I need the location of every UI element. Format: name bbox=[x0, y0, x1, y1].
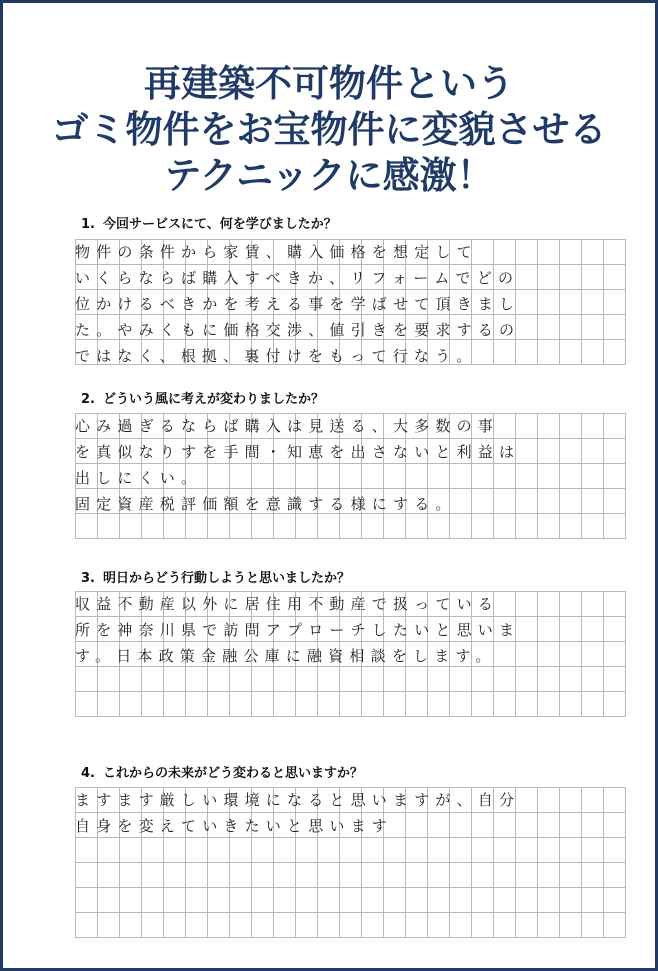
grid-cell bbox=[98, 863, 120, 888]
grid-cell bbox=[450, 692, 472, 717]
grid-cell bbox=[538, 863, 560, 888]
grid-cell bbox=[120, 888, 142, 913]
grid-cell bbox=[472, 913, 494, 938]
grid-cell bbox=[516, 888, 538, 913]
grid-cell bbox=[362, 667, 384, 692]
grid-cell bbox=[582, 888, 604, 913]
question-1 bbox=[81, 213, 337, 232]
grid-cell bbox=[318, 667, 340, 692]
grid-cell bbox=[362, 863, 384, 888]
grid-cell bbox=[494, 692, 516, 717]
grid-cell bbox=[164, 692, 186, 717]
grid-cell bbox=[230, 514, 252, 539]
grid-cell bbox=[450, 888, 472, 913]
grid-cell bbox=[164, 913, 186, 938]
grid-cell bbox=[142, 514, 164, 539]
grid-cell bbox=[252, 913, 274, 938]
grid-cell bbox=[186, 913, 208, 938]
grid-cell bbox=[428, 888, 450, 913]
grid-cell bbox=[76, 692, 98, 717]
question-text: 明日からどう行動しようと思いましたか？ bbox=[103, 571, 351, 586]
grid-cell bbox=[604, 439, 626, 464]
grid-cell bbox=[230, 913, 252, 938]
grid-cell bbox=[164, 514, 186, 539]
grid-cell bbox=[340, 667, 362, 692]
answer-line: ますます厳しい環境になると思いますが、自分 bbox=[75, 791, 521, 809]
grid-cell bbox=[142, 888, 164, 913]
grid-cell bbox=[186, 888, 208, 913]
grid-cell bbox=[384, 514, 406, 539]
grid-cell bbox=[164, 863, 186, 888]
grid-cell bbox=[604, 290, 626, 315]
grid-cell bbox=[406, 913, 428, 938]
grid-cell bbox=[516, 913, 538, 938]
answer-line: 心み過ぎるならば購入は見送る、大多数の事 bbox=[75, 417, 500, 435]
question-number: 3. bbox=[81, 571, 95, 586]
grid-cell bbox=[76, 863, 98, 888]
grid-cell bbox=[98, 913, 120, 938]
grid-cell bbox=[120, 913, 142, 938]
grid-cell bbox=[98, 667, 120, 692]
grid-cell bbox=[208, 692, 230, 717]
question-2 bbox=[81, 388, 324, 407]
grid-cell bbox=[604, 838, 626, 863]
grid-cell bbox=[582, 692, 604, 717]
grid-cell bbox=[296, 913, 318, 938]
grid-cell bbox=[582, 863, 604, 888]
grid-cell bbox=[472, 863, 494, 888]
grid-cell bbox=[450, 667, 472, 692]
question-4 bbox=[81, 762, 363, 781]
grid-cell bbox=[428, 838, 450, 863]
question-text: どういう風に考えが変わりましたか？ bbox=[103, 392, 325, 407]
grid-cell bbox=[274, 838, 296, 863]
grid-cell bbox=[120, 838, 142, 863]
grid-cell bbox=[296, 692, 318, 717]
grid-cell bbox=[560, 514, 582, 539]
grid-cell bbox=[604, 863, 626, 888]
grid-cell bbox=[318, 838, 340, 863]
answer-2 bbox=[75, 413, 600, 517]
grid-cell bbox=[516, 863, 538, 888]
grid-cell bbox=[120, 863, 142, 888]
grid-cell bbox=[208, 838, 230, 863]
grid-cell bbox=[494, 913, 516, 938]
grid-cell bbox=[604, 592, 626, 617]
answer-line: 所を神奈川県で訪問アプローチしたいと思いま bbox=[75, 621, 521, 639]
grid-cell bbox=[604, 489, 626, 514]
grid-cell bbox=[450, 913, 472, 938]
grid-cell bbox=[318, 514, 340, 539]
grid-cell bbox=[252, 667, 274, 692]
grid-cell bbox=[516, 838, 538, 863]
grid-cell bbox=[582, 913, 604, 938]
grid-cell bbox=[230, 667, 252, 692]
grid-cell bbox=[208, 913, 230, 938]
grid-cell bbox=[560, 913, 582, 938]
question-number: 2. bbox=[81, 392, 95, 407]
grid-cell bbox=[362, 838, 384, 863]
grid-cell bbox=[604, 464, 626, 489]
grid-cell bbox=[362, 514, 384, 539]
grid-cell bbox=[340, 863, 362, 888]
grid-cell bbox=[560, 838, 582, 863]
grid-cell bbox=[494, 514, 516, 539]
answer-line: いくらならば購入すべきか、リフォームでどの bbox=[75, 269, 520, 287]
grid-cell bbox=[318, 692, 340, 717]
grid-cell bbox=[76, 667, 98, 692]
grid-cell bbox=[318, 913, 340, 938]
grid-cell bbox=[560, 667, 582, 692]
grid-cell bbox=[252, 514, 274, 539]
grid-cell bbox=[472, 888, 494, 913]
grid-cell bbox=[208, 863, 230, 888]
grid-cell bbox=[560, 863, 582, 888]
answer-line: す。日本政策金融公庫に融資相談をします。 bbox=[75, 647, 497, 665]
grid-cell bbox=[604, 813, 626, 838]
grid-cell bbox=[604, 692, 626, 717]
grid-cell bbox=[142, 667, 164, 692]
grid-cell bbox=[340, 888, 362, 913]
grid-cell bbox=[450, 863, 472, 888]
grid-cell bbox=[604, 414, 626, 439]
grid-cell bbox=[252, 863, 274, 888]
grid-cell bbox=[494, 667, 516, 692]
grid-cell bbox=[494, 863, 516, 888]
grid-cell bbox=[318, 863, 340, 888]
grid-cell bbox=[164, 888, 186, 913]
grid-cell bbox=[208, 667, 230, 692]
grid-cell bbox=[604, 617, 626, 642]
answer-1 bbox=[75, 239, 600, 369]
grid-cell bbox=[340, 913, 362, 938]
grid-cell bbox=[76, 838, 98, 863]
grid-cell bbox=[406, 514, 428, 539]
grid-cell bbox=[296, 514, 318, 539]
grid-cell bbox=[120, 667, 142, 692]
grid-cell bbox=[142, 913, 164, 938]
grid-cell bbox=[384, 863, 406, 888]
grid-cell bbox=[274, 667, 296, 692]
grid-cell bbox=[428, 913, 450, 938]
grid-cell bbox=[604, 913, 626, 938]
grid-cell bbox=[384, 692, 406, 717]
answer-line: た。やみくもに価格交渉、値引きを要求するの bbox=[75, 321, 521, 339]
grid-cell bbox=[98, 692, 120, 717]
grid-cell bbox=[604, 315, 626, 340]
question-text: これからの未来がどう変わると思いますか？ bbox=[103, 766, 364, 781]
grid-cell bbox=[186, 667, 208, 692]
grid-cell bbox=[318, 888, 340, 913]
grid-cell bbox=[362, 692, 384, 717]
grid-cell bbox=[186, 692, 208, 717]
grid-cell bbox=[142, 692, 164, 717]
answer-line: を真似なりすを手間・知恵を出さないと利益は bbox=[75, 443, 521, 461]
headline-line-2: ゴミ物件をお宝物件に変貌させる bbox=[51, 108, 607, 151]
grid-cell bbox=[274, 913, 296, 938]
grid-cell bbox=[296, 667, 318, 692]
question-number: 1. bbox=[81, 217, 95, 232]
grid-cell bbox=[604, 265, 626, 290]
grid-cell bbox=[472, 838, 494, 863]
grid-cell bbox=[604, 888, 626, 913]
grid-cell bbox=[120, 514, 142, 539]
grid-cell bbox=[406, 667, 428, 692]
grid-cell bbox=[472, 667, 494, 692]
grid-cell bbox=[252, 888, 274, 913]
grid-cell bbox=[538, 838, 560, 863]
question-number: 4. bbox=[81, 766, 95, 781]
grid-cell bbox=[428, 692, 450, 717]
grid-cell bbox=[384, 888, 406, 913]
answer-line: ではなく、根拠、裏付けをもって行なう。 bbox=[75, 347, 478, 365]
grid-cell bbox=[538, 888, 560, 913]
headline bbox=[3, 61, 655, 199]
grid-cell bbox=[186, 863, 208, 888]
grid-cell bbox=[538, 514, 560, 539]
grid-cell bbox=[230, 838, 252, 863]
grid-cell bbox=[450, 514, 472, 539]
answer-3 bbox=[75, 591, 600, 669]
grid-cell bbox=[76, 888, 98, 913]
grid-cell bbox=[98, 838, 120, 863]
grid-cell bbox=[76, 913, 98, 938]
grid-cell bbox=[604, 340, 626, 365]
grid-cell bbox=[494, 888, 516, 913]
grid-cell bbox=[406, 838, 428, 863]
grid-cell bbox=[230, 692, 252, 717]
answer-line: 物件の条件から家賃、購入価格を想定して bbox=[75, 243, 478, 261]
grid-cell bbox=[296, 838, 318, 863]
grid-cell bbox=[340, 838, 362, 863]
grid-cell bbox=[604, 514, 626, 539]
question-3 bbox=[81, 567, 350, 586]
grid-cell bbox=[252, 838, 274, 863]
grid-cell bbox=[538, 692, 560, 717]
grid-cell bbox=[516, 667, 538, 692]
grid-cell bbox=[362, 888, 384, 913]
grid-cell bbox=[604, 240, 626, 265]
headline-line-1: 再建築不可物件という bbox=[144, 62, 514, 105]
grid-cell bbox=[582, 838, 604, 863]
grid-cell bbox=[208, 514, 230, 539]
grid-cell bbox=[142, 838, 164, 863]
grid-cell bbox=[252, 692, 274, 717]
grid-cell bbox=[76, 514, 98, 539]
grid-cell bbox=[98, 514, 120, 539]
grid-cell bbox=[384, 838, 406, 863]
grid-cell bbox=[450, 838, 472, 863]
grid-cell bbox=[582, 667, 604, 692]
grid-cell bbox=[384, 667, 406, 692]
answer-line: 出しにくい。 bbox=[75, 469, 203, 487]
grid-cell bbox=[582, 514, 604, 539]
answer-line: 位かけるべきかを考える事を学ばせて頂きまし bbox=[75, 295, 521, 313]
grid-cell bbox=[142, 863, 164, 888]
grid-cell bbox=[494, 838, 516, 863]
grid-cell bbox=[274, 863, 296, 888]
grid-cell bbox=[164, 667, 186, 692]
grid-cell bbox=[538, 913, 560, 938]
grid-cell bbox=[604, 788, 626, 813]
grid-cell bbox=[340, 692, 362, 717]
grid-cell bbox=[208, 888, 230, 913]
grid-cell bbox=[98, 888, 120, 913]
grid-cell bbox=[164, 838, 186, 863]
grid-cell bbox=[516, 514, 538, 539]
grid-cell bbox=[296, 888, 318, 913]
grid-cell bbox=[560, 692, 582, 717]
grid-cell bbox=[406, 888, 428, 913]
grid-cell bbox=[296, 863, 318, 888]
answer-4 bbox=[75, 787, 600, 839]
grid-cell bbox=[384, 913, 406, 938]
grid-cell bbox=[230, 888, 252, 913]
grid-cell bbox=[406, 692, 428, 717]
grid-cell bbox=[428, 863, 450, 888]
grid-cell bbox=[428, 667, 450, 692]
grid-cell bbox=[472, 514, 494, 539]
grid-cell bbox=[120, 692, 142, 717]
grid-cell bbox=[604, 667, 626, 692]
answer-line: 固定資産税評価額を意識する様にする。 bbox=[75, 495, 457, 513]
grid-cell bbox=[274, 514, 296, 539]
grid-cell bbox=[604, 642, 626, 667]
grid-cell bbox=[362, 913, 384, 938]
answer-line: 自身を変えていきたいと思います bbox=[75, 817, 394, 835]
answer-line: 収益不動産以外に居住用不動産で扱っている bbox=[75, 595, 500, 613]
headline-line-3: テクニックに感激！ bbox=[164, 154, 494, 197]
grid-cell bbox=[186, 514, 208, 539]
grid-cell bbox=[274, 888, 296, 913]
grid-cell bbox=[428, 514, 450, 539]
grid-cell bbox=[538, 667, 560, 692]
grid-cell bbox=[560, 888, 582, 913]
grid-cell bbox=[230, 863, 252, 888]
question-text: 今回サービスにて、何を学びましたか？ bbox=[103, 217, 337, 232]
grid-cell bbox=[516, 692, 538, 717]
grid-cell bbox=[406, 863, 428, 888]
grid-cell bbox=[274, 692, 296, 717]
grid-cell bbox=[472, 692, 494, 717]
grid-cell bbox=[340, 514, 362, 539]
grid-cell bbox=[186, 838, 208, 863]
